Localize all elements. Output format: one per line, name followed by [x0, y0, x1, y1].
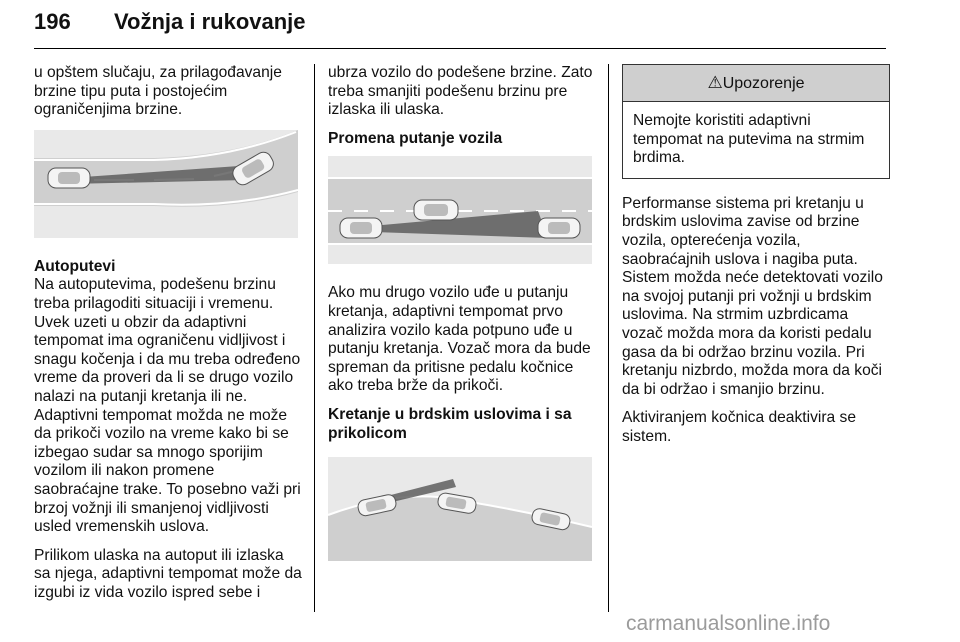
warning-triangle-icon: ⚠	[707, 73, 723, 92]
page-header	[34, 6, 886, 46]
heading-kretanje-brdski: Kretanje u brdskim uslovima i sa prikolicom	[328, 405, 572, 442]
column-2	[328, 64, 594, 581]
curve-road-illustration	[34, 130, 298, 238]
lane-change-illustration	[328, 156, 592, 264]
column-divider-1	[314, 64, 315, 612]
warning-box	[622, 64, 890, 179]
section-title: Vožnja i rukovanje	[114, 9, 306, 34]
warning-title: Upozorenje	[722, 75, 805, 92]
paragraph: ubrza vozilo do podešene brzine. Zato treba smanjiti podešenu brzinu pre izlaska ili ulaska.	[328, 64, 593, 119]
watermark: carmanualsonline.info	[626, 612, 831, 635]
heading-autoputevi: Autoputevi	[34, 257, 116, 275]
paragraph: u opštem slučaju, za prilagođavanje brzine tipu puta i postojećim ograničenjima brzine.	[34, 64, 282, 119]
column-divider-2	[608, 64, 609, 612]
column-1	[34, 64, 302, 612]
header-rule	[34, 48, 886, 49]
paragraph: Aktiviranjem kočnica deaktivira se sistem.	[622, 409, 856, 445]
warning-text: Nemojte koristiti adaptivni tempomat na putevima na strmim brdima.	[633, 112, 865, 167]
paragraph: Prilikom ulaska na autoput ili izlaska sa njega, adaptivni tempomat može da izgubi iz vida vozilo ispred sebe i	[34, 546, 302, 601]
hill-driving-illustration	[328, 457, 592, 561]
paragraph: Performanse sistema pri kretanju u brdskim uslovima zavise od brzine vozila, opterećenja vozila, saobraćajnih uslova i nagiba puta. Sistem možda neće detektovati vozilo na svojoj putanji pri vožnji u brdskim uslovima. Na strmim uzbrdicama vozač možda mora da koristi pedalu gasa da bi održao brzinu vozila. Pri kretanju nizbrdo, možda mora da koči da bi održao i smanjio brzinu.	[622, 194, 883, 398]
warning-header	[623, 65, 889, 102]
page-number: 196	[34, 9, 71, 34]
paragraph: Ako mu drugo vozilo uđe u putanju kretanja, adaptivni tempomat prvo analizira vozilo kada potpuno uđe u putanju kretanja. Vozač mora da bude spreman da pritisne pedalu kočnice ako treba brže da prikoči.	[328, 284, 591, 395]
paragraph: Na autoputevima, podešenu brzinu treba prilagoditi situaciji i vremenu. Uvek uzeti u obzir da adaptivni tempomat ima ograničenu vidljivost i snagu kočenja i da mu treba određeno vreme da proveri da li se drugo vozilo nalazi na putanji kretanja ili ne. Adaptivni tempomat možda ne može da prikoči vozilo na vreme kako bi se izbegao sudar sa mnogo sporijim vozilom ili nakon promene saobraćajne trake. To posebno važi pri brzoj vožnji ili smanjenoj vidljivosti usled vremenskih uslova.	[34, 276, 301, 536]
heading-promena-putanje: Promena putanje vozila	[328, 129, 503, 147]
column-3	[622, 64, 890, 457]
